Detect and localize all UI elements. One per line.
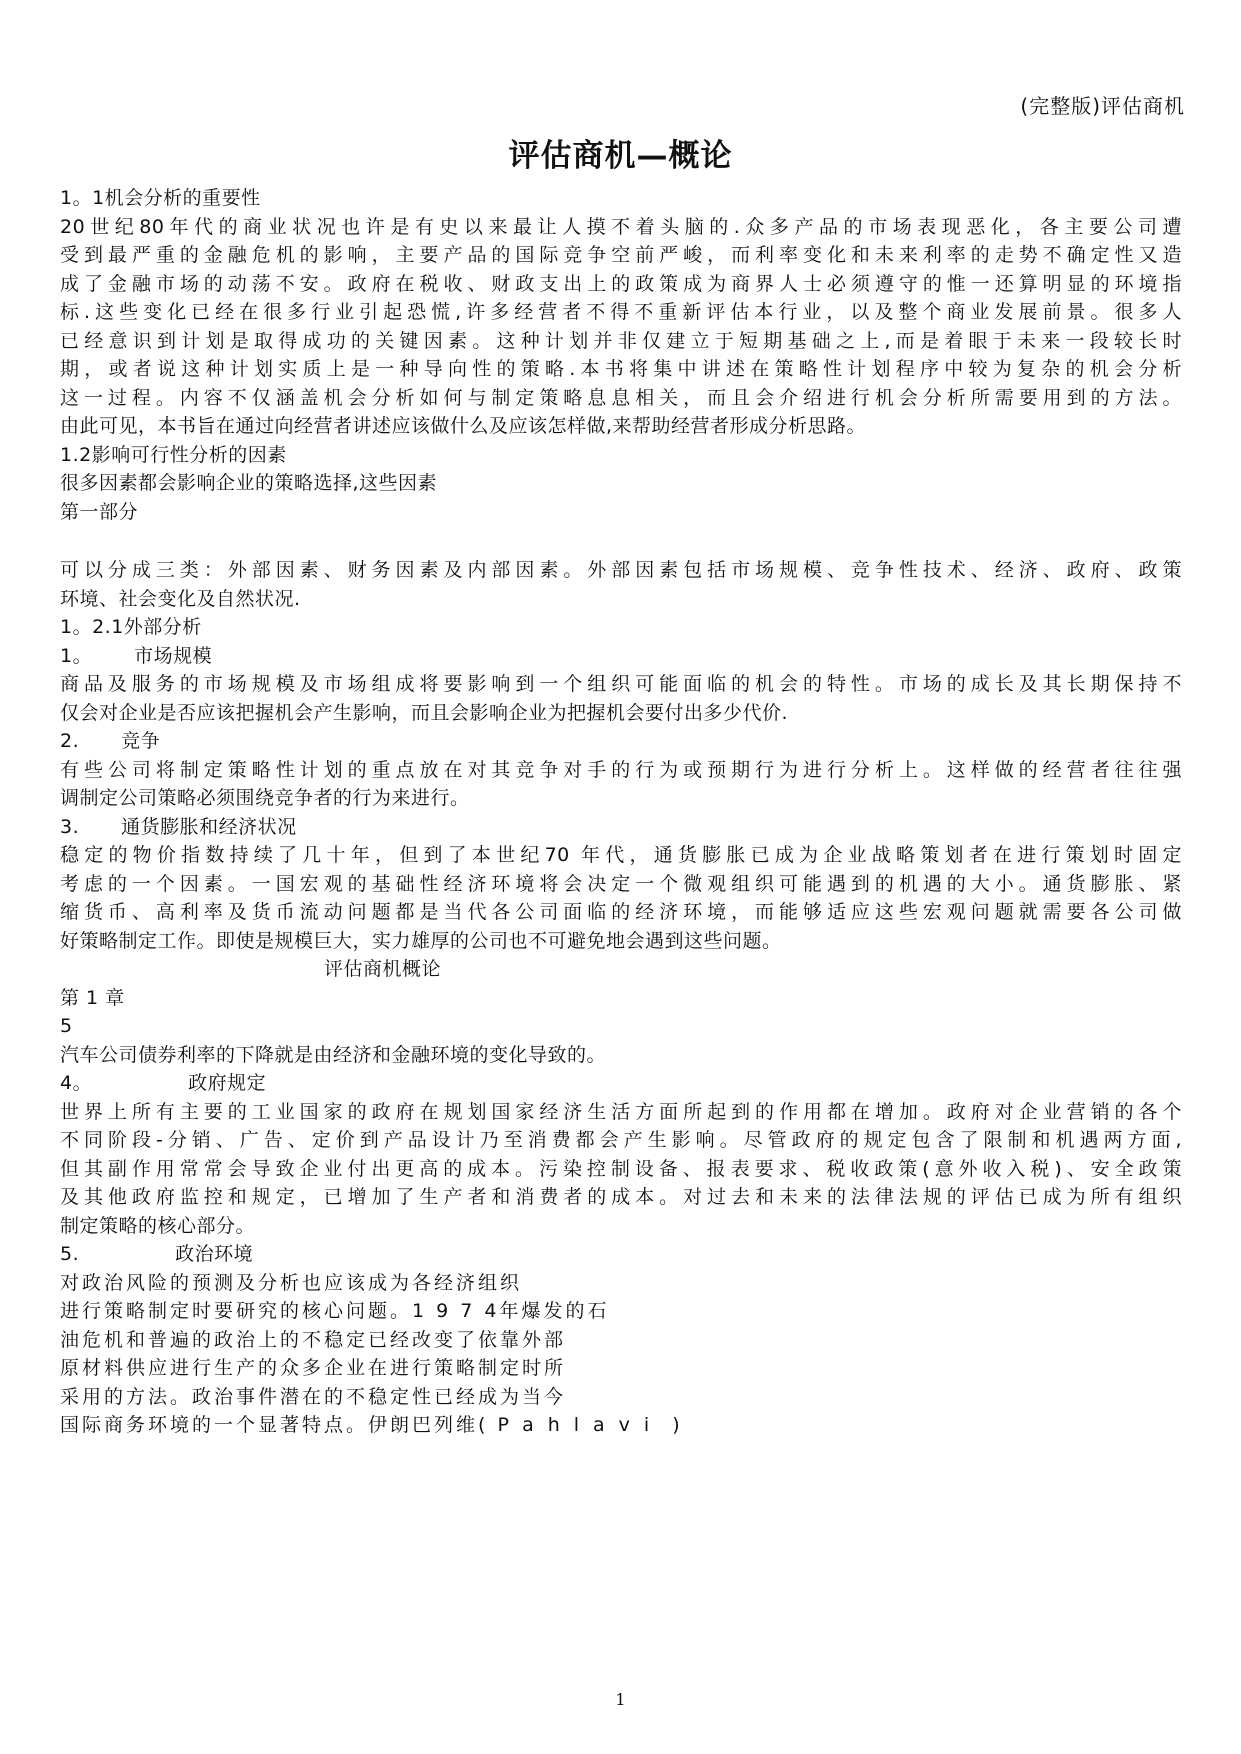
paragraph-line: 期，或者说这种计划实质上是一种导向性的策略.本书将集中讲述在策略性计划程序中较为复杂的机会分析 xyxy=(60,358,1182,380)
paragraph-line: 进行策略制定时要研究的核心问题。1 9 7 4年爆发的石 xyxy=(60,1300,610,1322)
list-label: 竞争 xyxy=(121,730,161,752)
paragraph-line: 缩货币、高利率及货币流动问题都是当代各公司面临的经济环境，而能够适应这些宏观问题就需要各公司做 xyxy=(60,901,1182,923)
paragraph-line: 制定策略的核心部分。 xyxy=(60,1214,256,1237)
list-item-heading xyxy=(60,813,1182,842)
paragraph-line: 原材料供应进行生产的众多企业在进行策略制定时所 xyxy=(60,1357,567,1379)
list-label: 市场规模 xyxy=(134,644,213,667)
list-label: 通货膨胀和经济状况 xyxy=(121,815,297,838)
list-item-heading xyxy=(60,1240,1182,1269)
paragraph-line: 世界上所有主要的工业国家的政府在规划国家经济生活方面所起到的作用都在增加。政府对企业营销的各个 xyxy=(60,1100,1182,1123)
paragraph-line: 调制定公司策略必须围绕竞争者的行为来进行。 xyxy=(60,787,470,809)
paragraph-line: 油危机和普遍的政治上的不稳定已经改变了依靠外部 xyxy=(60,1328,567,1351)
list-number: 1。 xyxy=(60,644,93,667)
list-number: 3. xyxy=(60,815,80,838)
paragraph-line: 稳定的物价指数持续了几十年，但到了本世纪70 年代，通货膨胀已成为企业战略策划者在进行策划时固定 xyxy=(60,844,1182,866)
list-item-heading xyxy=(60,727,1182,756)
list-item-heading xyxy=(60,1069,1182,1098)
paragraph-line: 受到最严重的金融危机的影响，主要产品的国际竞争空前严峻，而利率变化和未来利率的走势不确定性又造 xyxy=(60,244,1182,266)
list-item-heading xyxy=(60,642,1182,671)
page-number: 1 xyxy=(615,1690,626,1709)
paragraph-line: 成了金融市场的动荡不安。政府在税收、财政支出上的政策成为商界人士必须遵守的惟一还算明显的环境指 xyxy=(60,272,1182,295)
running-header: (完整版)评估商机 xyxy=(1020,94,1185,118)
subsection-heading: 1。2.1外部分析 xyxy=(60,616,202,638)
list-number: 5. xyxy=(60,1243,80,1265)
paragraph-line: 有些公司将制定策略性计划的重点放在对其竞争对手的行为或预期行为进行分析上。这样做的经营者往往强 xyxy=(60,758,1182,781)
paragraph-line: 对政治风险的预测及分析也应该成为各经济组织 xyxy=(60,1271,523,1294)
paragraph-line: 可以分成三类：外部因素、财务因素及内部因素。外部因素包括市场规模、竞争性技术、经济、政府、政策 xyxy=(60,559,1182,581)
paragraph-line: 商品及服务的市场规模及市场组成将要影响到一个组织可能面临的机会的特性。市场的成长及其长期保持不 xyxy=(60,673,1182,695)
paragraph-line: 很多因素都会影响企业的策略选择,这些因素 xyxy=(60,472,438,494)
paragraph-line xyxy=(60,1411,1182,1440)
chapter-label: 第 1 章 xyxy=(60,986,125,1009)
document-title: 评估商机—概论 xyxy=(508,138,733,174)
section-heading: 1。1机会分析的重要性 xyxy=(60,187,261,209)
paragraph-line: 这一过程。内容不仅涵盖机会分析如何与制定策略息息相关，而且会介绍进行机会分析所需要用到的方法。 xyxy=(60,386,1182,409)
paragraph-line: 标.这些变化已经在很多行业引起恐慌,许多经营者不得不重新评估本行业，以及整个商业发展前景。很多人 xyxy=(60,301,1182,323)
paragraph-line: 仅会对企业是否应该把握机会产生影响，而且会影响企业为把握机会要付出多少代价. xyxy=(60,701,789,724)
paragraph-line: 已经意识到计划是取得成功的关键因素。这种计划并非仅建立于短期基础之上,而是着眼于未来一段较长时 xyxy=(60,329,1182,352)
blank-gap xyxy=(60,526,1182,556)
paragraph-line: 考虑的一个因素。一国宏观的基础性经济环境将会决定一个微观组织可能遇到的机遇的大小。通货膨胀、紧 xyxy=(60,872,1182,895)
part-label: 第一部分 xyxy=(60,500,139,523)
embedded-running-title: 评估商机概论 xyxy=(324,958,442,980)
paragraph-line: 但其副作用常常会导致企业付出更高的成本。污染控制设备、报表要求、税收政策(意外收入税)、安全政策 xyxy=(60,1157,1182,1180)
line-text: 国际商务环境的一个显著特点。伊朗巴列维( xyxy=(60,1414,489,1436)
chapter-page-number: 5 xyxy=(60,1015,73,1037)
paragraph-line: 采用的方法。政治事件潜在的不稳定性已经成为当今 xyxy=(60,1385,567,1408)
line-text-end: ) xyxy=(672,1414,683,1436)
paragraph-line: 不同阶段-分销、广告、定价到产品设计乃至消费都会产生影响。尽管政府的规定包含了限制和机遇两方面, xyxy=(60,1129,1182,1151)
paragraph-line: 及其他政府监控和规定，已增加了生产者和消费者的成本。对过去和未来的法律法规的评估已成为所有组织 xyxy=(60,1186,1182,1208)
latin-name: Pahlavi xyxy=(497,1414,664,1436)
paragraph-line: 20世纪80年代的商业状况也许是有史以来最让人摸不着头脑的.众多产品的市场表现恶化，各主要公司遭 xyxy=(60,215,1182,238)
paragraph-line: 好策略制定工作。即使是规模巨大，实力雄厚的公司也不可避免地会遇到这些问题。 xyxy=(60,929,782,952)
list-number: 4。 xyxy=(60,1072,93,1094)
paragraph-line: 由此可见，本书旨在通过向经营者讲述应该做什么及应该怎样做,来帮助经营者形成分析思路。 xyxy=(60,415,867,437)
list-label: 政府规定 xyxy=(188,1072,267,1094)
document-body xyxy=(60,184,1182,1440)
paragraph-line: 环境、社会变化及自然状况. xyxy=(60,587,301,610)
paragraph-line: 汽车公司债券利率的下降就是由经济和金融环境的变化导致的。 xyxy=(60,1043,607,1066)
section-heading: 1.2影响可行性分析的因素 xyxy=(60,443,287,466)
list-number: 2. xyxy=(60,730,80,752)
list-label: 政治环境 xyxy=(175,1243,254,1265)
